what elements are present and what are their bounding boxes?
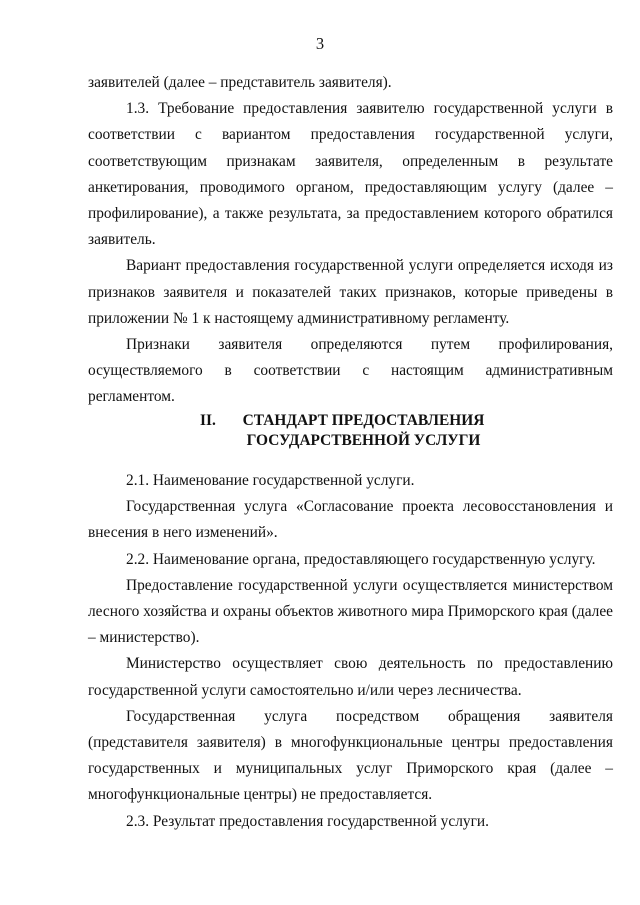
section-heading xyxy=(88,411,613,453)
paragraph-1-3: 1.3. Требование предоставления заявителю государственной услуги в соответствии с вариантом предоставления государственной услуги, соответствующим признакам заявителя, определенным в результате анкетирования, проводимого органом, предоставляющим услугу (далее – профилирование), а также результата, за предоставлением которого обратился заявитель. xyxy=(88,100,613,249)
text-block-bottom xyxy=(88,468,613,835)
paragraph-2-3: 2.3. Результат предоставления государственной услуги. xyxy=(126,812,489,830)
paragraph-mfc: Государственная услуга посредством обращения заявителя (представителя заявителя) в многофункциональные центры предоставления государственных и муниципальных услуг Приморского края (далее – многофункциональные центры) не предоставляется. xyxy=(88,707,613,804)
page-number: 3 xyxy=(315,34,325,53)
paragraph-variant: Вариант предоставления государственной услуги определяется исходя из признаков заявителя и показателей таких признаков, которые приведены в приложении № 1 к настоящему административному регламенту. xyxy=(88,257,613,327)
paragraph-ministry-activity: Министерство осуществляет свою деятельность по предоставлению государственной услуги самостоятельно и/или через лесничества. xyxy=(88,655,613,699)
text-block-top xyxy=(88,70,613,411)
section-title-line-1: СТАНДАРТ ПРЕДОСТАВЛЕНИЯ xyxy=(242,412,485,429)
paragraph-2-1: 2.1. Наименование государственной услуги. xyxy=(126,472,415,489)
paragraph-service-name: Государственная услуга «Согласование проекта лесовосстановления и внесения в него изменений». xyxy=(88,498,613,542)
section-number: II. xyxy=(200,412,216,429)
paragraph-continuation: заявителей (далее – представитель заявителя). xyxy=(88,74,392,91)
section-title-line-2: ГОСУДАРСТВЕННОЙ УСЛУГИ xyxy=(246,432,481,449)
paragraph-signs: Признаки заявителя определяются путем профилирования, осуществляемого в соответствии с настоящим административным регламентом. xyxy=(88,336,613,406)
paragraph-2-2: 2.2. Наименование органа, предоставляющего государственную услугу. xyxy=(126,550,596,568)
paragraph-ministry: Предоставление государственной услуги осуществляется министерством лесного хозяйства и охраны объектов животного мира Приморского края (далее – министерство). xyxy=(88,576,613,647)
